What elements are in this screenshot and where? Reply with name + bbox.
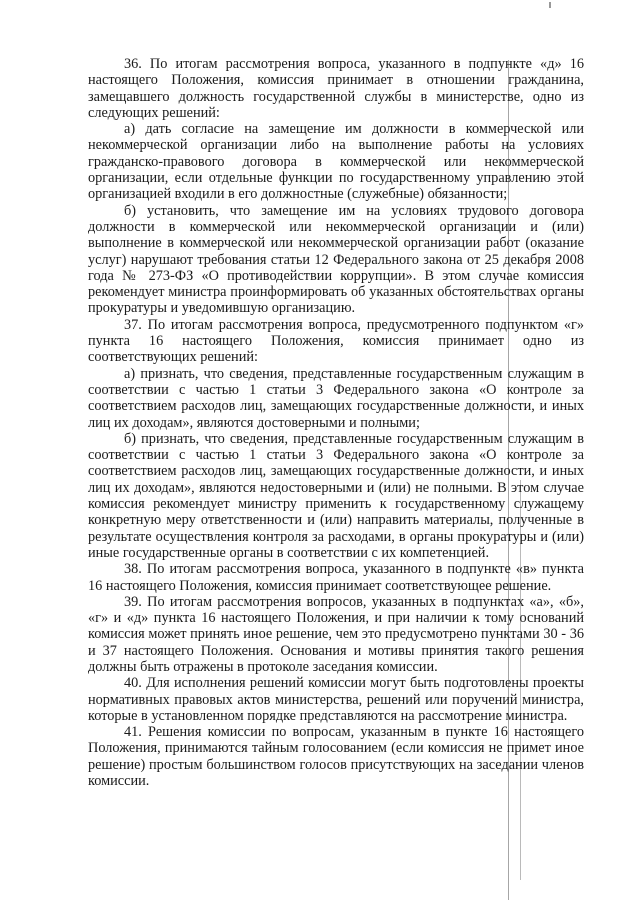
paragraph-36: 36. По итогам рассмотрения вопроса, указанного в подпункте «д» 16 настоящего Положения, комиссия принимает в отношении гражданина, замещавшего должность государственной службы в министерстве, одно из следующих решений: (88, 56, 584, 121)
paragraph-38: 38. По итогам рассмотрения вопроса, указанного в подпункте «в» пункта 16 настоящего Положения, комиссия принимает соответствующее решение. (88, 561, 584, 594)
paragraph-37-a: а) признать, что сведения, представленные государственным служащим в соответствии с частью 1 статьи 3 Федерального закона «О контроле за соответствием расходов лиц, замещающих государственные должности, и иных лиц их доходам», являются достоверными и полными; (88, 365, 584, 431)
paragraph-37-b: б) признать, что сведения, представленные государственным служащим в соответствии с частью 1 статьи 3 Федерального закона «О контроле за соответствием расходов лиц, замещающих государственные должности, и иных лиц их доходам», являются недостоверными и (или) не полными. В этом случае комиссия рекомендует министру применить к государственному служащему конкретную меру ответственности и (или) направить материалы, полученные в результате осуществления контроля за расходами, в органы прокуратуры и (или) иные государственные органы в соответствии с их компетенцией. (88, 430, 584, 561)
scan-mark (549, 2, 551, 8)
scan-crease-line (508, 60, 509, 900)
document-body (88, 56, 584, 789)
paragraph-41: 41. Решения комиссии по вопросам, указанным в пункте 16 настоящего Положения, принимаются тайным голосованием (если комиссия не примет иное решение) простым большинством голосов присутствующих на заседании членов комиссии. (88, 724, 584, 790)
scan-crease-line (520, 480, 521, 880)
paragraph-36-b: б) установить, что замещение им на условиях трудового договора должности в коммерческой или некоммерческой организации и (или) выполнение в коммерческой или некоммерческой организации работ (оказание услуг) нарушают требования статьи 12 Федерального закона от 25 декабря 2008 года № 273-ФЗ «О противодействии коррупции». В этом случае комиссия рекомендует министра проинформировать об указанных обстоятельствах органы прокуратуры и уведомившую организацию. (88, 202, 584, 317)
paragraph-37: 37. По итогам рассмотрения вопроса, предусмотренного подпунктом «г» пункта 16 настоящего Положения, комиссия принимает одно из соответствующих решений: (88, 316, 584, 366)
paragraph-39: 39. По итогам рассмотрения вопросов, указанных в подпунктах «а», «б», «г» и «д» пункта 16 настоящего Положения, и при наличии к тому оснований комиссия может принять иное решение, чем это предусмотрено пунктами 30 - 36 и 37 настоящего Положения. Основания и мотивы принятия такого решения должны быть отражены в протоколе заседания комиссии. (88, 593, 584, 675)
paragraph-40: 40. Для исполнения решений комиссии могут быть подготовлены проекты нормативных правовых актов министерства, решений или поручений министра, которые в установленном порядке представляются на рассмотрение министра. (88, 675, 584, 724)
paragraph-36-a: а) дать согласие на замещение им должности в коммерческой или некоммерческой организации либо на выполнение работы на условиях гражданско-правового договора в коммерческой или некоммерческой организации, если отдельные функции по государственному управлению этой организацией входили в его должностные (служебные) обязанности; (88, 121, 584, 203)
